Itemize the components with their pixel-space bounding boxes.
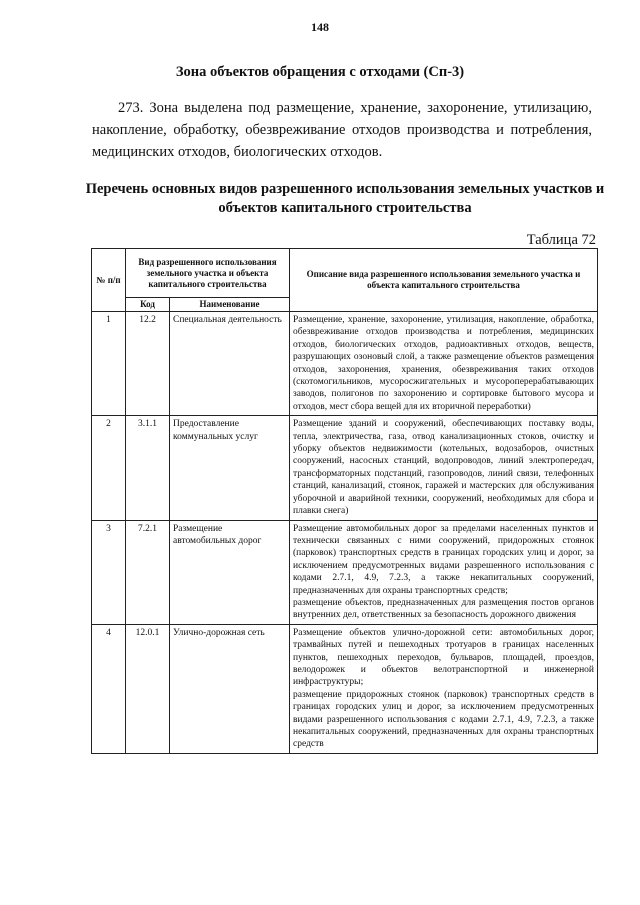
row-name: Размещение автомобильных дорог bbox=[170, 520, 290, 624]
description-paragraph: Размещение автомобильных дорог за пределами населенных пунктов и технически связанных с ними сооружений, придорожных стоянок (парковок) транспортных средств в границах городских улиц и дорог, за исключением предусмотренных видами разрешенного использования с кодами 2.7.1, 4.9, 7.2.3, а также некапитальных сооружений, предназначенных для охраны транспортных средств; bbox=[293, 523, 595, 596]
header-number: № п/п bbox=[92, 249, 126, 312]
row-description bbox=[290, 416, 598, 520]
table-row bbox=[92, 624, 598, 753]
row-number: 3 bbox=[92, 520, 126, 624]
row-name: Улично-дорожная сеть bbox=[170, 624, 290, 753]
description-paragraph: Размещение объектов улично-дорожной сети: автомобильных дорог, трамвайных путей и пешеходных тротуаров в границах населенных пунктов, пешеходных переходов, бульваров, площадей, проездов, велодорожек и объектов велотранспортной и инженерной инфраструктуры; bbox=[293, 627, 595, 688]
table-caption: Таблица 72 bbox=[526, 232, 596, 248]
row-name: Предоставление коммунальных услуг bbox=[170, 416, 290, 520]
row-number: 1 bbox=[92, 312, 126, 416]
table-row bbox=[92, 520, 598, 624]
paragraph-text: Зона выделена под размещение, хранение, захоронение, утилизацию, накопление, обработку, обезвреживание отходов производства и потребления, медицинских отходов, биологических отходов. bbox=[92, 100, 593, 160]
row-description bbox=[290, 624, 598, 753]
row-description bbox=[290, 520, 598, 624]
description-paragraph: размещение придорожных стоянок (парковок) транспортных средств в границах городских улиц и дорог, за исключением предусмотренных видами разрешенного использования с кодами 2.7.1, 4.9, 7.2.3, а также некапитальных сооружений, предназначенных для охраны транспортных средств bbox=[293, 689, 595, 750]
row-number: 4 bbox=[92, 624, 126, 753]
paragraph-number: 273. bbox=[118, 100, 144, 116]
description-paragraph: Размещение зданий и сооружений, обеспечивающих поставку воды, тепла, электричества, газа, отвод канализационных стоков, очистку и уборку объектов недвижимости (котельных, водозаборов, очистных сооружений, насосных станций, водопроводов, линий электропередач, трансформаторных подстанций, газопроводов, линий связи, телефонных станций, канализаций, стоянок, гаражей и мастерских для обслуживания уборочной и аварийной техники, сооружений, необходимых для сбора и плавки снега) bbox=[293, 419, 595, 517]
page-number: 148 bbox=[311, 20, 329, 34]
row-code: 3.1.1 bbox=[126, 416, 170, 520]
description-paragraph: размещение объектов, предназначенных для размещения постов органов внутренних дел, ответственных за безопасность дорожного движения bbox=[293, 597, 595, 621]
header-name: Наименование bbox=[170, 298, 290, 312]
header-code: Код bbox=[126, 298, 170, 312]
table-row bbox=[92, 416, 598, 520]
row-code: 7.2.1 bbox=[126, 520, 170, 624]
header-kind: Вид разрешенного использования земельного участка и объекта капитального строительства bbox=[126, 249, 290, 298]
description-paragraph: Размещение, хранение, захоронение, утилизация, накопление, обработка, обезвреживание отходов производства и потребления, медицинских отходов, биологических отходов, радиоактивных отходов, веществ, разрушающих озоновый слой, а также размещение объектов размещения отходов, захоронения, хранения, обезвреживания таких отходов (скотомогильников, мусоросжигательных и мусороперерабатывающих заводов, полигонов по захоронению и сортировке бытового мусора и отходов, мест сбора вещей для их вторичной переработки) bbox=[293, 315, 595, 412]
row-number: 2 bbox=[92, 416, 126, 520]
zone-title: Зона объектов обращения с отходами (Сп-3) bbox=[175, 64, 465, 80]
row-name: Специальная деятельность bbox=[170, 312, 290, 416]
land-use-table bbox=[91, 248, 598, 754]
header-description: Описание вида разрешенного использования земельного участка и объекта капитального строительства bbox=[290, 249, 598, 312]
table-body bbox=[92, 312, 598, 754]
table-row bbox=[92, 312, 598, 416]
paragraph-273 bbox=[92, 97, 592, 163]
row-code: 12.2 bbox=[126, 312, 170, 416]
list-title: Перечень основных видов разрешенного использования земельных участков и объектов капитального строительства bbox=[85, 181, 605, 216]
row-description bbox=[290, 312, 598, 416]
row-code: 12.0.1 bbox=[126, 624, 170, 753]
